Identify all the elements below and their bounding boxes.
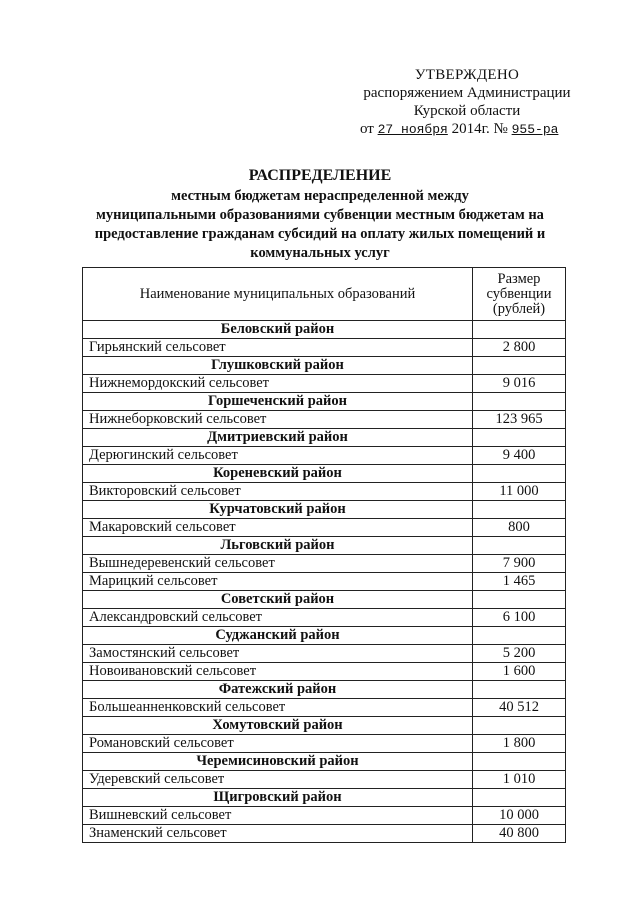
- district-name: Черемисиновский район: [83, 753, 473, 771]
- header-name: Наименование муниципальных образований: [83, 268, 473, 321]
- subvention-amount: 9 400: [473, 447, 566, 465]
- district-name: Кореневский район: [83, 465, 473, 483]
- subvention-amount: 5 200: [473, 645, 566, 663]
- table-row: [83, 519, 566, 537]
- district-empty-cell: [473, 627, 566, 645]
- district-name: Суджанский район: [83, 627, 473, 645]
- district-name: Курчатовский район: [83, 501, 473, 519]
- district-name: Глушковский район: [83, 357, 473, 375]
- district-row: [83, 393, 566, 411]
- municipality-name: Романовский сельсовет: [83, 735, 473, 753]
- subvention-amount: 1 010: [473, 771, 566, 789]
- municipality-name: Знаменский сельсовет: [83, 825, 473, 843]
- table-header-row: [83, 268, 566, 321]
- subvention-amount: 1 600: [473, 663, 566, 681]
- subvention-amount: 800: [473, 519, 566, 537]
- district-row: [83, 321, 566, 339]
- table-row: [83, 645, 566, 663]
- table-row: [83, 447, 566, 465]
- district-empty-cell: [473, 429, 566, 447]
- title-heading: РАСПРЕДЕЛЕНИЕ: [248, 167, 392, 184]
- municipality-name: Александровский сельсовет: [83, 609, 473, 627]
- district-name: Дмитриевский район: [83, 429, 473, 447]
- approval-date-prefix: от: [360, 121, 374, 137]
- district-name: Советский район: [83, 591, 473, 609]
- district-empty-cell: [473, 681, 566, 699]
- table-row: [83, 699, 566, 717]
- municipality-name: Замостянский сельсовет: [83, 645, 473, 663]
- district-name: Хомутовский район: [83, 717, 473, 735]
- district-empty-cell: [473, 465, 566, 483]
- municipality-name: Нижнемордокский сельсовет: [83, 375, 473, 393]
- table-row: [83, 771, 566, 789]
- district-row: [83, 681, 566, 699]
- subvention-amount: 123 965: [473, 411, 566, 429]
- district-row: [83, 357, 566, 375]
- approval-region: Курской области: [413, 103, 521, 119]
- district-name: Щигровский район: [83, 789, 473, 807]
- district-empty-cell: [473, 501, 566, 519]
- district-name: Фатежский район: [83, 681, 473, 699]
- district-empty-cell: [473, 393, 566, 411]
- district-empty-cell: [473, 789, 566, 807]
- title-line-4: коммунальных услуг: [250, 245, 390, 261]
- approval-stamp: [352, 66, 582, 139]
- subvention-amount: 6 100: [473, 609, 566, 627]
- document-title: [40, 166, 600, 263]
- municipality-name: Гирьянский сельсовет: [83, 339, 473, 357]
- municipality-name: Большеанненковский сельсовет: [83, 699, 473, 717]
- header-size-line-1: Размер: [497, 270, 541, 287]
- table-row: [83, 807, 566, 825]
- table-row: [83, 573, 566, 591]
- approval-date-value: 27 ноября: [377, 122, 448, 137]
- municipality-name: Новоивановский сельсовет: [83, 663, 473, 681]
- district-empty-cell: [473, 357, 566, 375]
- subvention-amount: 40 800: [473, 825, 566, 843]
- district-row: [83, 789, 566, 807]
- district-name: Беловский район: [83, 321, 473, 339]
- approval-authority: распоряжением Администрации: [363, 85, 571, 101]
- table-row: [83, 609, 566, 627]
- district-name: Горшеченский район: [83, 393, 473, 411]
- municipality-name: Макаровский сельсовет: [83, 519, 473, 537]
- subvention-amount: 40 512: [473, 699, 566, 717]
- district-row: [83, 537, 566, 555]
- subvention-amount: 9 016: [473, 375, 566, 393]
- approval-date-year: 2014г. №: [451, 121, 508, 137]
- header-size-line-2: субвенции: [486, 285, 552, 302]
- district-row: [83, 501, 566, 519]
- subvention-amount: 7 900: [473, 555, 566, 573]
- subvention-amount: 11 000: [473, 483, 566, 501]
- table-row: [83, 339, 566, 357]
- approval-date-line: [352, 120, 582, 139]
- subvention-amount: 10 000: [473, 807, 566, 825]
- header-size-line-3: (рублей): [492, 300, 546, 317]
- municipality-name: Марицкий сельсовет: [83, 573, 473, 591]
- district-empty-cell: [473, 591, 566, 609]
- table-row: [83, 555, 566, 573]
- district-row: [83, 753, 566, 771]
- table-row: [83, 375, 566, 393]
- district-empty-cell: [473, 717, 566, 735]
- title-line-2: муниципальными образованиями субвенции местным бюджетам на: [96, 207, 544, 223]
- municipality-name: Викторовский сельсовет: [83, 483, 473, 501]
- district-empty-cell: [473, 321, 566, 339]
- municipality-name: Дерюгинский сельсовет: [83, 447, 473, 465]
- district-empty-cell: [473, 537, 566, 555]
- municipality-name: Вышнедеревенский сельсовет: [83, 555, 473, 573]
- table-row: [83, 663, 566, 681]
- district-empty-cell: [473, 753, 566, 771]
- district-row: [83, 627, 566, 645]
- title-line-1: местным бюджетам нераспределенной между: [171, 188, 469, 204]
- municipality-name: Нижнеборковский сельсовет: [83, 411, 473, 429]
- approval-title: УТВЕРЖДЕНО: [414, 67, 520, 83]
- district-row: [83, 465, 566, 483]
- subvention-amount: 2 800: [473, 339, 566, 357]
- district-name: Льговский район: [83, 537, 473, 555]
- table-row: [83, 825, 566, 843]
- header-size: [473, 268, 566, 321]
- district-row: [83, 429, 566, 447]
- district-row: [83, 717, 566, 735]
- table-row: [83, 483, 566, 501]
- municipality-name: Вишневский сельсовет: [83, 807, 473, 825]
- title-line-3: предоставление гражданам субсидий на оплату жилых помещений и: [94, 226, 546, 242]
- table-row: [83, 735, 566, 753]
- subvention-table: [82, 267, 566, 843]
- municipality-name: Удеревский сельсовет: [83, 771, 473, 789]
- table-row: [83, 411, 566, 429]
- district-row: [83, 591, 566, 609]
- approval-doc-number: 955-ра: [511, 122, 559, 137]
- subvention-amount: 1 465: [473, 573, 566, 591]
- subvention-amount: 1 800: [473, 735, 566, 753]
